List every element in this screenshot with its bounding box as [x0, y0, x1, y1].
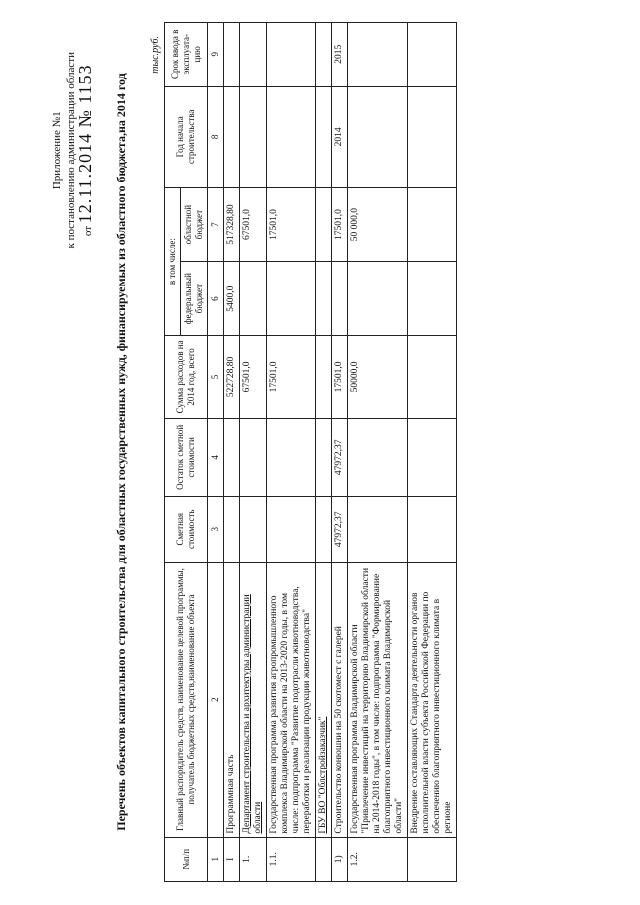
rotated-page-content: [10, 12, 630, 892]
row-end: [267, 23, 316, 87]
row-total: 50000,0: [348, 336, 408, 419]
col-no-header: №п/п: [165, 837, 208, 881]
row-regional: 50 000,0: [348, 188, 408, 262]
table-row: [348, 23, 408, 882]
document-title: Перечень объектов капитального строительства для областных государственных нужд, финансируемых из областного бюджета,на 2014 год: [114, 73, 128, 831]
row-start: 2014: [332, 86, 348, 188]
row-name: Департамент строительства и архитектуры администрации области: [240, 562, 267, 837]
row-total: 17501,0: [332, 336, 348, 419]
row-federal: [408, 262, 457, 336]
row-total: 522728,80: [224, 336, 240, 419]
row-end: [348, 23, 408, 87]
row-no: 1.: [240, 837, 267, 881]
row-federal: [332, 262, 348, 336]
col-number: 4: [208, 418, 224, 496]
col-number: 8: [208, 86, 224, 188]
row-estimate: [224, 496, 240, 562]
row-total: [408, 336, 457, 419]
row-estimate: [316, 496, 332, 562]
row-no: 1): [332, 837, 348, 881]
col-number: 3: [208, 496, 224, 562]
row-regional: 67501,0: [240, 188, 267, 262]
col-commission-header: Срок ввода в эксплуата-цию: [165, 23, 208, 87]
units-label: тыс.руб.: [150, 36, 161, 74]
col-number: 7: [208, 188, 224, 262]
row-start: [240, 86, 267, 188]
row-estimate: [240, 496, 267, 562]
table-header-row: [165, 23, 181, 882]
col-start-header: Год начала строительства: [165, 86, 208, 188]
table-row: [267, 23, 316, 882]
row-remaining: [267, 418, 316, 496]
row-remaining: [240, 418, 267, 496]
row-federal: [240, 262, 267, 336]
col-regional-header: областной бюджет: [181, 188, 208, 262]
col-number: 2: [208, 562, 224, 837]
row-regional: [316, 188, 332, 262]
col-federal-header: федеральный бюджет: [181, 262, 208, 336]
row-federal: [267, 262, 316, 336]
row-regional: [408, 188, 457, 262]
row-estimate: [348, 496, 408, 562]
row-total: 67501,0: [240, 336, 267, 419]
table-row: [332, 23, 348, 882]
row-federal: [316, 262, 332, 336]
col-estimate-header: Сметная стоимость: [165, 496, 208, 562]
row-regional: 17501,0: [267, 188, 316, 262]
row-no: 1.1.: [267, 837, 316, 881]
row-start: [408, 86, 457, 188]
row-total: [316, 336, 332, 419]
table-row: [240, 23, 267, 882]
row-remaining: [408, 418, 457, 496]
col-number: 9: [208, 23, 224, 87]
row-regional: 517328,80: [224, 188, 240, 262]
objects-table: [164, 22, 457, 882]
row-no: [408, 837, 457, 881]
row-start: [267, 86, 316, 188]
col-total-header: Сумма расходов на 2014 год, всего: [165, 336, 208, 419]
row-end: [240, 23, 267, 87]
col-number: 6: [208, 262, 224, 336]
row-name: Государственная программа развития агропромышленного комплекса Владимирской области на 2013-2020 годы, в том числе: подпрограмма "Развитие подотрасли животноводства, переработки и реализации продукции животноводства": [267, 562, 316, 837]
table-row: [316, 23, 332, 882]
col-remaining-header: Остаток сметной стоимости: [165, 418, 208, 496]
row-name: Внедрение составляющих Стандарта деятельности органов исполнительной власти субъекта Российской Федерации по обеспечению благоприятного инвестиционного климата в регионе: [408, 562, 457, 837]
table-row: [224, 23, 240, 882]
row-end: 2015: [332, 23, 348, 87]
row-start: [316, 86, 332, 188]
row-no: I: [224, 837, 240, 881]
date-number: 12.11.2014 № 1153: [75, 64, 95, 224]
row-name: Строительство конюшни на 50 скотомест с галерей: [332, 562, 348, 837]
row-no: 1.2.: [348, 837, 408, 881]
row-end: [224, 23, 240, 87]
row-name: ГБУ ВО "Облстройзаказчик": [316, 562, 332, 837]
row-remaining: [348, 418, 408, 496]
row-no: [316, 837, 332, 881]
row-remaining: [316, 418, 332, 496]
column-numbers-row: [208, 23, 224, 882]
row-regional: 17501,0: [332, 188, 348, 262]
appendix-header: [50, 52, 95, 249]
row-name: Программная часть: [224, 562, 240, 837]
appendix-label: Приложение №1: [51, 111, 63, 190]
row-start: [348, 86, 408, 188]
row-estimate: [267, 496, 316, 562]
row-end: [408, 23, 457, 87]
col-including-header: в том числе:: [165, 188, 181, 336]
row-end: [316, 23, 332, 87]
row-name: Государственная программа Владимирской области "Привлечение инвестиций на территорию Владимирской области на 2014-2018 годы", в том числе: подпрограмма "Формирование благоприятного инвестиционного климата Владимирской области": [348, 562, 408, 837]
from-label: от: [82, 225, 94, 237]
col-number: 1: [208, 837, 224, 881]
resolution-label: к постановлению администрации области: [65, 52, 77, 249]
row-estimate: [408, 496, 457, 562]
row-federal: [348, 262, 408, 336]
col-main-header: Главный распорядитель средств, наименование целевой программы, получатель бюджетных средств,наименование объекта: [165, 562, 208, 837]
table-row: [408, 23, 457, 882]
row-total: 17501,0: [267, 336, 316, 419]
row-federal: 5400,0: [224, 262, 240, 336]
row-start: [224, 86, 240, 188]
row-remaining: [224, 418, 240, 496]
col-number: 5: [208, 336, 224, 419]
row-estimate: 47972,37: [332, 496, 348, 562]
row-remaining: 47972,37: [332, 418, 348, 496]
